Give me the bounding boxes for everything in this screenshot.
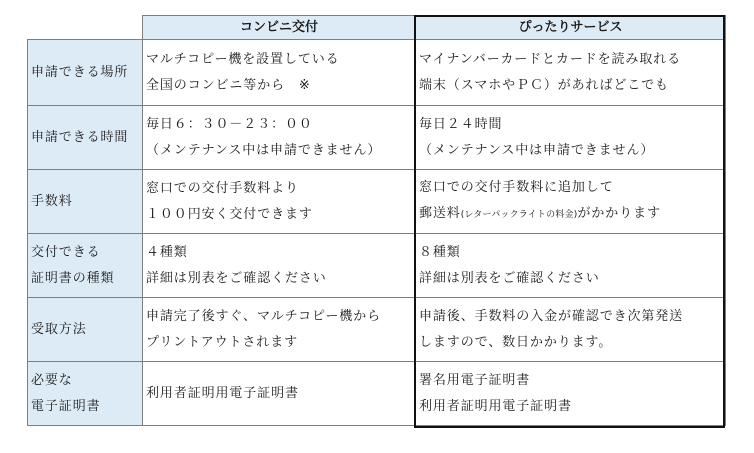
cell-line: 毎日６：３０－２３：００ [146, 116, 313, 132]
row-label [28, 298, 143, 362]
header-konbini: コンビニ交付 [143, 16, 416, 40]
comparison-table [27, 15, 726, 426]
label-line: 手数料 [31, 193, 73, 209]
cell-line: （メンテナンス中は申請できません） [146, 142, 382, 158]
row-label [28, 40, 143, 106]
pittari-cell [416, 298, 726, 362]
pittari-cell [416, 170, 726, 234]
label-line: 交付できる [31, 244, 101, 260]
cell-line: 窓口での交付手数料に追加して [419, 180, 614, 195]
cell-line: ８種類 [419, 244, 461, 260]
label-line: 申請できる場所 [31, 64, 129, 80]
label-line: 証明書の種類 [31, 270, 115, 286]
cell-line: 窓口での交付手数料より [146, 180, 299, 196]
corner-cell [28, 16, 143, 40]
cell-line: 利用者証明用電子証明書 [419, 398, 572, 414]
cell-line: マイナンバーカードとカードを読み取れる [419, 51, 682, 67]
cell-line: １００円安く交付できます [146, 206, 313, 222]
konbini-cell [143, 170, 416, 234]
cell-line: 毎日２４時間 [419, 116, 503, 132]
cell-line: 申請後、手数料の入金が確認でき次第発送 [419, 308, 684, 324]
cell-line: 詳細は別表をご確認ください [146, 270, 327, 286]
row-hours [28, 106, 726, 170]
row-location [28, 40, 726, 106]
pittari-cell [416, 362, 726, 426]
cell-line: 申請完了後すぐ、マルチコピー機から [146, 308, 382, 324]
row-label [28, 170, 143, 234]
cell-line: 全国のコンビニ等から ※ [146, 77, 311, 93]
cell-line: 利用者証明用電子証明書 [146, 385, 299, 401]
cell-line: （メンテナンス中は申請できません） [419, 142, 655, 158]
cell-line: プリントアウトされます [146, 334, 298, 350]
cell-line: マルチコピー機を設置している [146, 51, 340, 67]
row-label [28, 234, 143, 298]
fee-postage-tail: がかかります [577, 206, 661, 221]
konbini-cell [143, 362, 416, 426]
cell-line: 詳細は別表をご確認ください [419, 270, 600, 286]
label-line: 必要な [31, 372, 73, 388]
row-fee [28, 170, 726, 234]
pittari-cell [416, 40, 726, 106]
konbini-cell [143, 234, 416, 298]
header-row [28, 16, 726, 40]
row-label [28, 362, 143, 426]
konbini-cell [143, 298, 416, 362]
konbini-cell [143, 40, 416, 106]
fee-postage-note: (レターパックライトの料金) [460, 210, 578, 220]
row-required-certificate [28, 362, 726, 426]
pittari-cell [416, 106, 726, 170]
cell-line: 端末（スマホやＰＣ）があればどこでも [419, 77, 669, 93]
row-receipt [28, 298, 726, 362]
label-line: 電子証明書 [31, 398, 101, 414]
cell-line: しますので、数日かかります。 [419, 334, 613, 350]
header-pittari: ぴったりサービス [416, 16, 726, 40]
cell-line [419, 201, 725, 228]
row-certificate-types [28, 234, 726, 298]
cell-line: 署名用電子証明書 [419, 372, 531, 388]
fee-postage: 郵送料 [419, 206, 461, 221]
cell-line: ４種類 [146, 244, 188, 260]
konbini-cell [143, 106, 416, 170]
label-line: 申請できる時間 [31, 129, 129, 145]
pittari-cell [416, 234, 726, 298]
label-line: 受取方法 [31, 321, 87, 337]
row-label [28, 106, 143, 170]
